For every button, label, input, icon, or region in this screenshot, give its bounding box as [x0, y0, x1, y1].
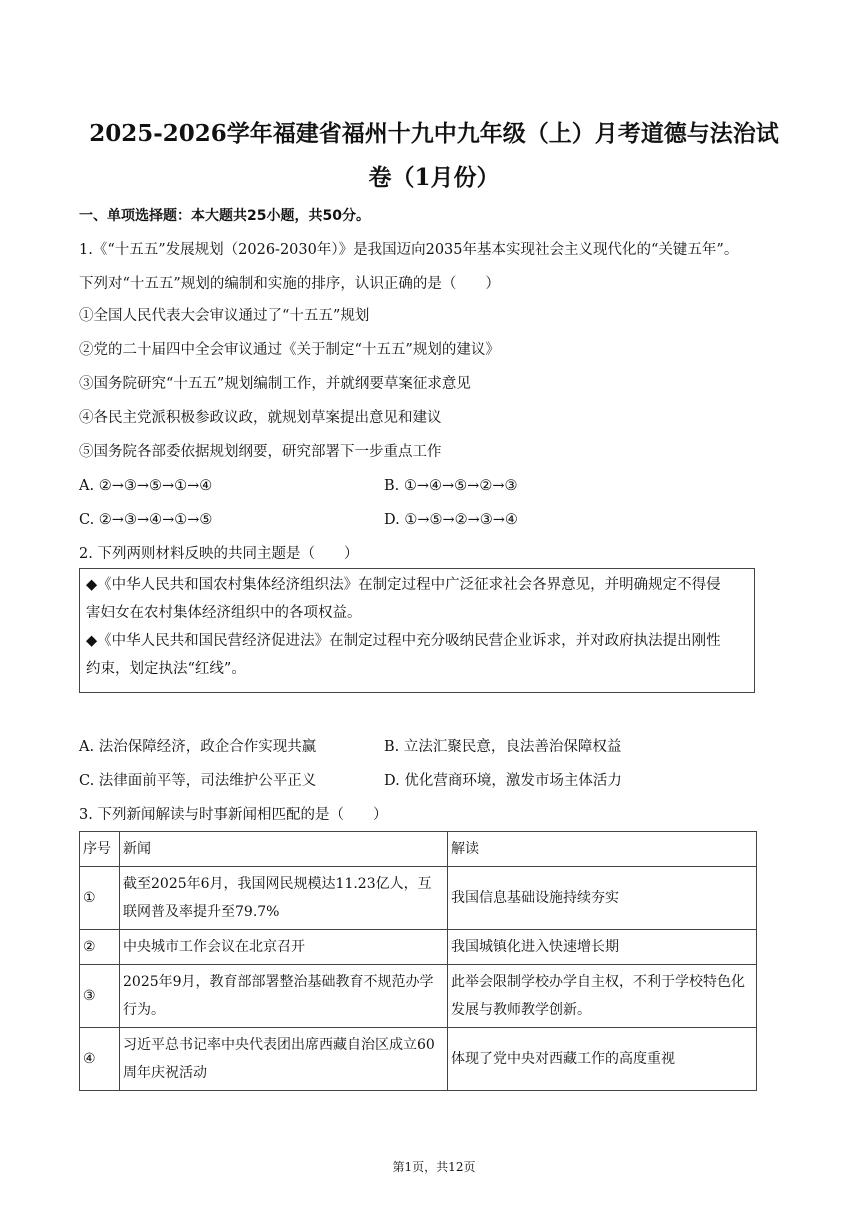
q1-option-d: D. ①→⑤→②→③→④: [384, 512, 518, 528]
q2-material-line: 约束，划定执法“红线”。: [86, 661, 246, 677]
col-header-index: 序号: [80, 832, 120, 867]
q2-material-line: ◆《中华人民共和国农村集体经济组织法》在制定过程中广泛征求社会各界意见，并明确规定不得侵: [86, 577, 721, 593]
page-footer: 第1页，共12页: [392, 1160, 476, 1174]
q3-stem: 3. 下列新闻解读与时事新闻相匹配的是（ ）: [79, 807, 388, 823]
q1-stem-line2: 下列对“十五五”规划的编制和实施的排序，认识正确的是（ ）: [79, 276, 500, 292]
row-interpretation: 我国信息基础设施持续夯实: [448, 867, 757, 930]
q3-news-table: [79, 831, 757, 1091]
q1-item-5: ⑤国务院各部委依据规划纲要，研究部署下一步重点工作: [79, 444, 442, 460]
table-row: [80, 867, 757, 930]
q1-option-b: B. ①→④→⑤→②→③: [384, 478, 518, 494]
col-header-news: 新闻: [120, 832, 448, 867]
row-news: 中央城市工作会议在北京召开: [120, 930, 448, 965]
row-news: 习近平总书记率中央代表团出席西藏自治区成立60周年庆祝活动: [120, 1028, 448, 1091]
table-header-row: [80, 832, 757, 867]
table-row: [80, 930, 757, 965]
q2-option-b: B. 立法汇聚民意，良法善治保障权益: [384, 739, 622, 755]
q2-material-line: ◆《中华人民共和国民营经济促进法》在制定过程中充分吸纳民营企业诉求，并对政府执法提出刚性: [86, 633, 721, 649]
q2-stem: 2. 下列两则材料反映的共同主题是（ ）: [79, 546, 359, 562]
table-row: [80, 1028, 757, 1091]
q1-item-1: ①全国人民代表大会审议通过了“十五五”规划: [79, 308, 370, 324]
section-heading: 一、单项选择题：本大题共25小题，共50分。: [79, 208, 370, 224]
q2-option-a: A. 法治保障经济，政企合作实现共赢: [79, 739, 317, 755]
col-header-interpretation: 解读: [448, 832, 757, 867]
row-news: 2025年9月，教育部部署整治基础教育不规范办学行为。: [120, 965, 448, 1028]
row-interpretation: 我国城镇化进入快速增长期: [448, 930, 757, 965]
q1-option-a: A. ②→③→⑤→①→④: [79, 478, 213, 494]
table-row: [80, 965, 757, 1028]
q2-option-d: D. 优化营商环境，激发市场主体活力: [384, 773, 622, 789]
q1-item-4: ④各民主党派积极参政议政，就规划草案提出意见和建议: [79, 410, 442, 426]
row-interpretation: 此举会限制学校办学自主权，不利于学校特色化发展与教师教学创新。: [448, 965, 757, 1028]
row-interpretation: 体现了党中央对西藏工作的高度重视: [448, 1028, 757, 1091]
q2-option-c: C. 法律面前平等，司法维护公平正义: [79, 773, 317, 789]
q1-stem-line1: 1.《“十五五”发展规划（2026-2030年）》是我国迈向2035年基本实现社会主义现代化的“关键五年”。: [79, 242, 739, 258]
row-index: ①: [80, 867, 120, 930]
row-index: ④: [80, 1028, 120, 1091]
row-index: ②: [80, 930, 120, 965]
q2-material-line: 害妇女在农村集体经济组织中的各项权益。: [86, 605, 362, 621]
row-news: 截至2025年6月，我国网民规模达11.23亿人，互联网普及率提升至79.7%: [120, 867, 448, 930]
q1-option-c: C. ②→③→④→①→⑤: [79, 512, 213, 528]
q1-item-2: ②党的二十届四中全会审议通过《关于制定“十五五”规划的建议》: [79, 342, 500, 358]
q2-material-box: [79, 568, 755, 693]
page-title: 2025-2026学年福建省福州十九中九年级（上）月考道德与法治试卷（1月份）: [89, 120, 779, 191]
q1-item-3: ③国务院研究“十五五”规划编制工作，并就纲要草案征求意见: [79, 376, 471, 392]
row-index: ③: [80, 965, 120, 1028]
